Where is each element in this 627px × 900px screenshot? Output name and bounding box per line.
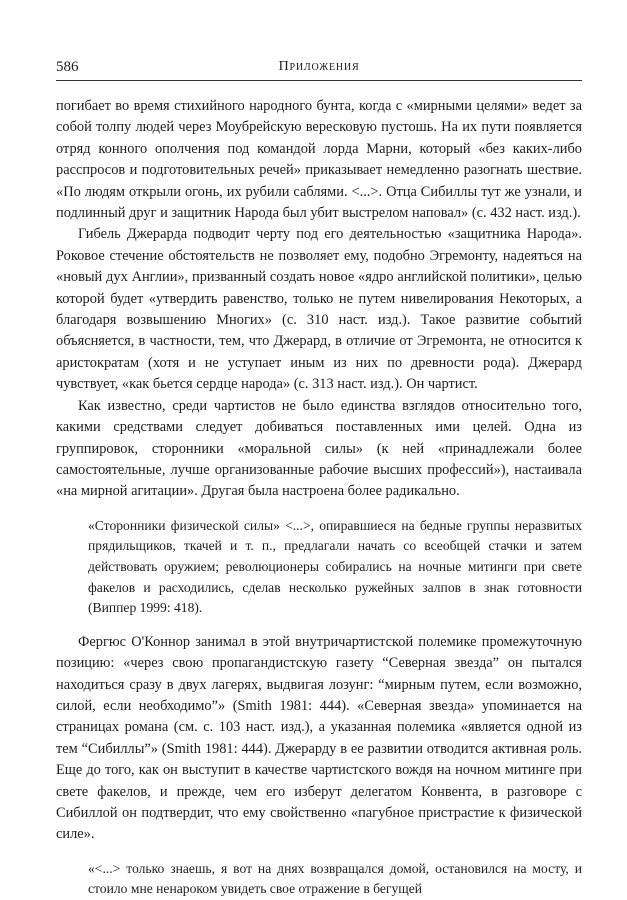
paragraph-2: Гибель Джерарда подводит черту под его деятельностью «защитника Народа». Роковое стечение обстоятельств не позволяет ему, подобно Эгремонту, надеяться на «новый дух Англии», призванный создать новое «ядро английской политики», целью которой будет «утвердить равенство, только не путем нивелирования Некоторых, а благодаря возвышению Многих» (с. 310 наст. изд.). Такое развитие событий объясняется, в частности, тем, что Джерард, в отличие от Эгремонта, не относится к аристократам (хотя и не уступает иным из них по древности рода). Джерард чувствует, «как бьется сердце народа» (с. 313 наст. изд.). Он чартист. xyxy=(56,226,582,393)
running-header xyxy=(56,56,582,81)
block-quote-2: «<...> только знаешь, я вот на днях возвращался домой, остановился на мосту, и стоило мне ненароком увидеть свое отражение в бегущей xyxy=(88,860,582,897)
paragraph-4: Фергюс О'Коннор занимал в этой внутричартистской полемике промежуточную позицию: «через свою пропагандистскую газету “Северная звезда” он пытался находиться сразу в двух лагерях, выдвигая лозунг: “мирным путем, если возможно, силой, если необходимо”» (Smith 1981: 444). «Северная звезда» упоминается на страницах романа (см. с. 103 наст. изд.), а указанная полемика «является одной из тем “Сибиллы”» (Smith 1981: 444). Джерарду в ее развитии отводится активная роль. Еще до того, как он выступит в качестве чартистского вождя на ночном митинге при свете факелов, и прежде, чем его изберут делегатом Конвента, в разговоре с Сибиллой он подтвердит, что ему свойственно «пагубное пристрастие к физической силе». xyxy=(56,633,582,843)
page-number: 586 xyxy=(56,59,79,75)
paragraph-3: Как известно, среди чартистов не было единства взглядов относительно того, какими средствами следует добиваться поставленных ими целей. Одна из группировок, сторонники «моральной силы» (к ней «принадлежали более самостоятельные, лучше организованные рабочие высших профессий»), настаивала «на мирной агитации». Другая была настроена более радикально. xyxy=(56,397,582,500)
paragraph-1: погибает во время стихийного народного бунта, когда с «мирными целями» ведет за собой толпу людей через Моубрейскую вересковую пустошь. На их пути появляется отряд конного ополчения под командой лорда Марни, который «без каких-либо расспросов и подготовительных речей» приказывает немедленно разогнать шествие. «По людям открыли огонь, их рубили саблями. <...>. Отца Сибиллы тут же узнали, и подлинный друг и защитник Народа был убит выстрелом наповал» (с. 432 наст. изд.). xyxy=(56,98,582,222)
block-quote-1: «Сторонники физической силы» <...>, опиравшиеся на бедные группы неразвитых прядильщиков, ткачей и т. п., предлагали начать со всеобщей стачки и затем действовать оружием; революционеры собирались на ночные митинги при свете факелов и расходились, сделав несколько ружейных залпов в знак готовности (Виппер 1999: 418). xyxy=(88,517,582,616)
running-title: Приложения xyxy=(278,59,360,74)
page-body xyxy=(56,96,582,900)
